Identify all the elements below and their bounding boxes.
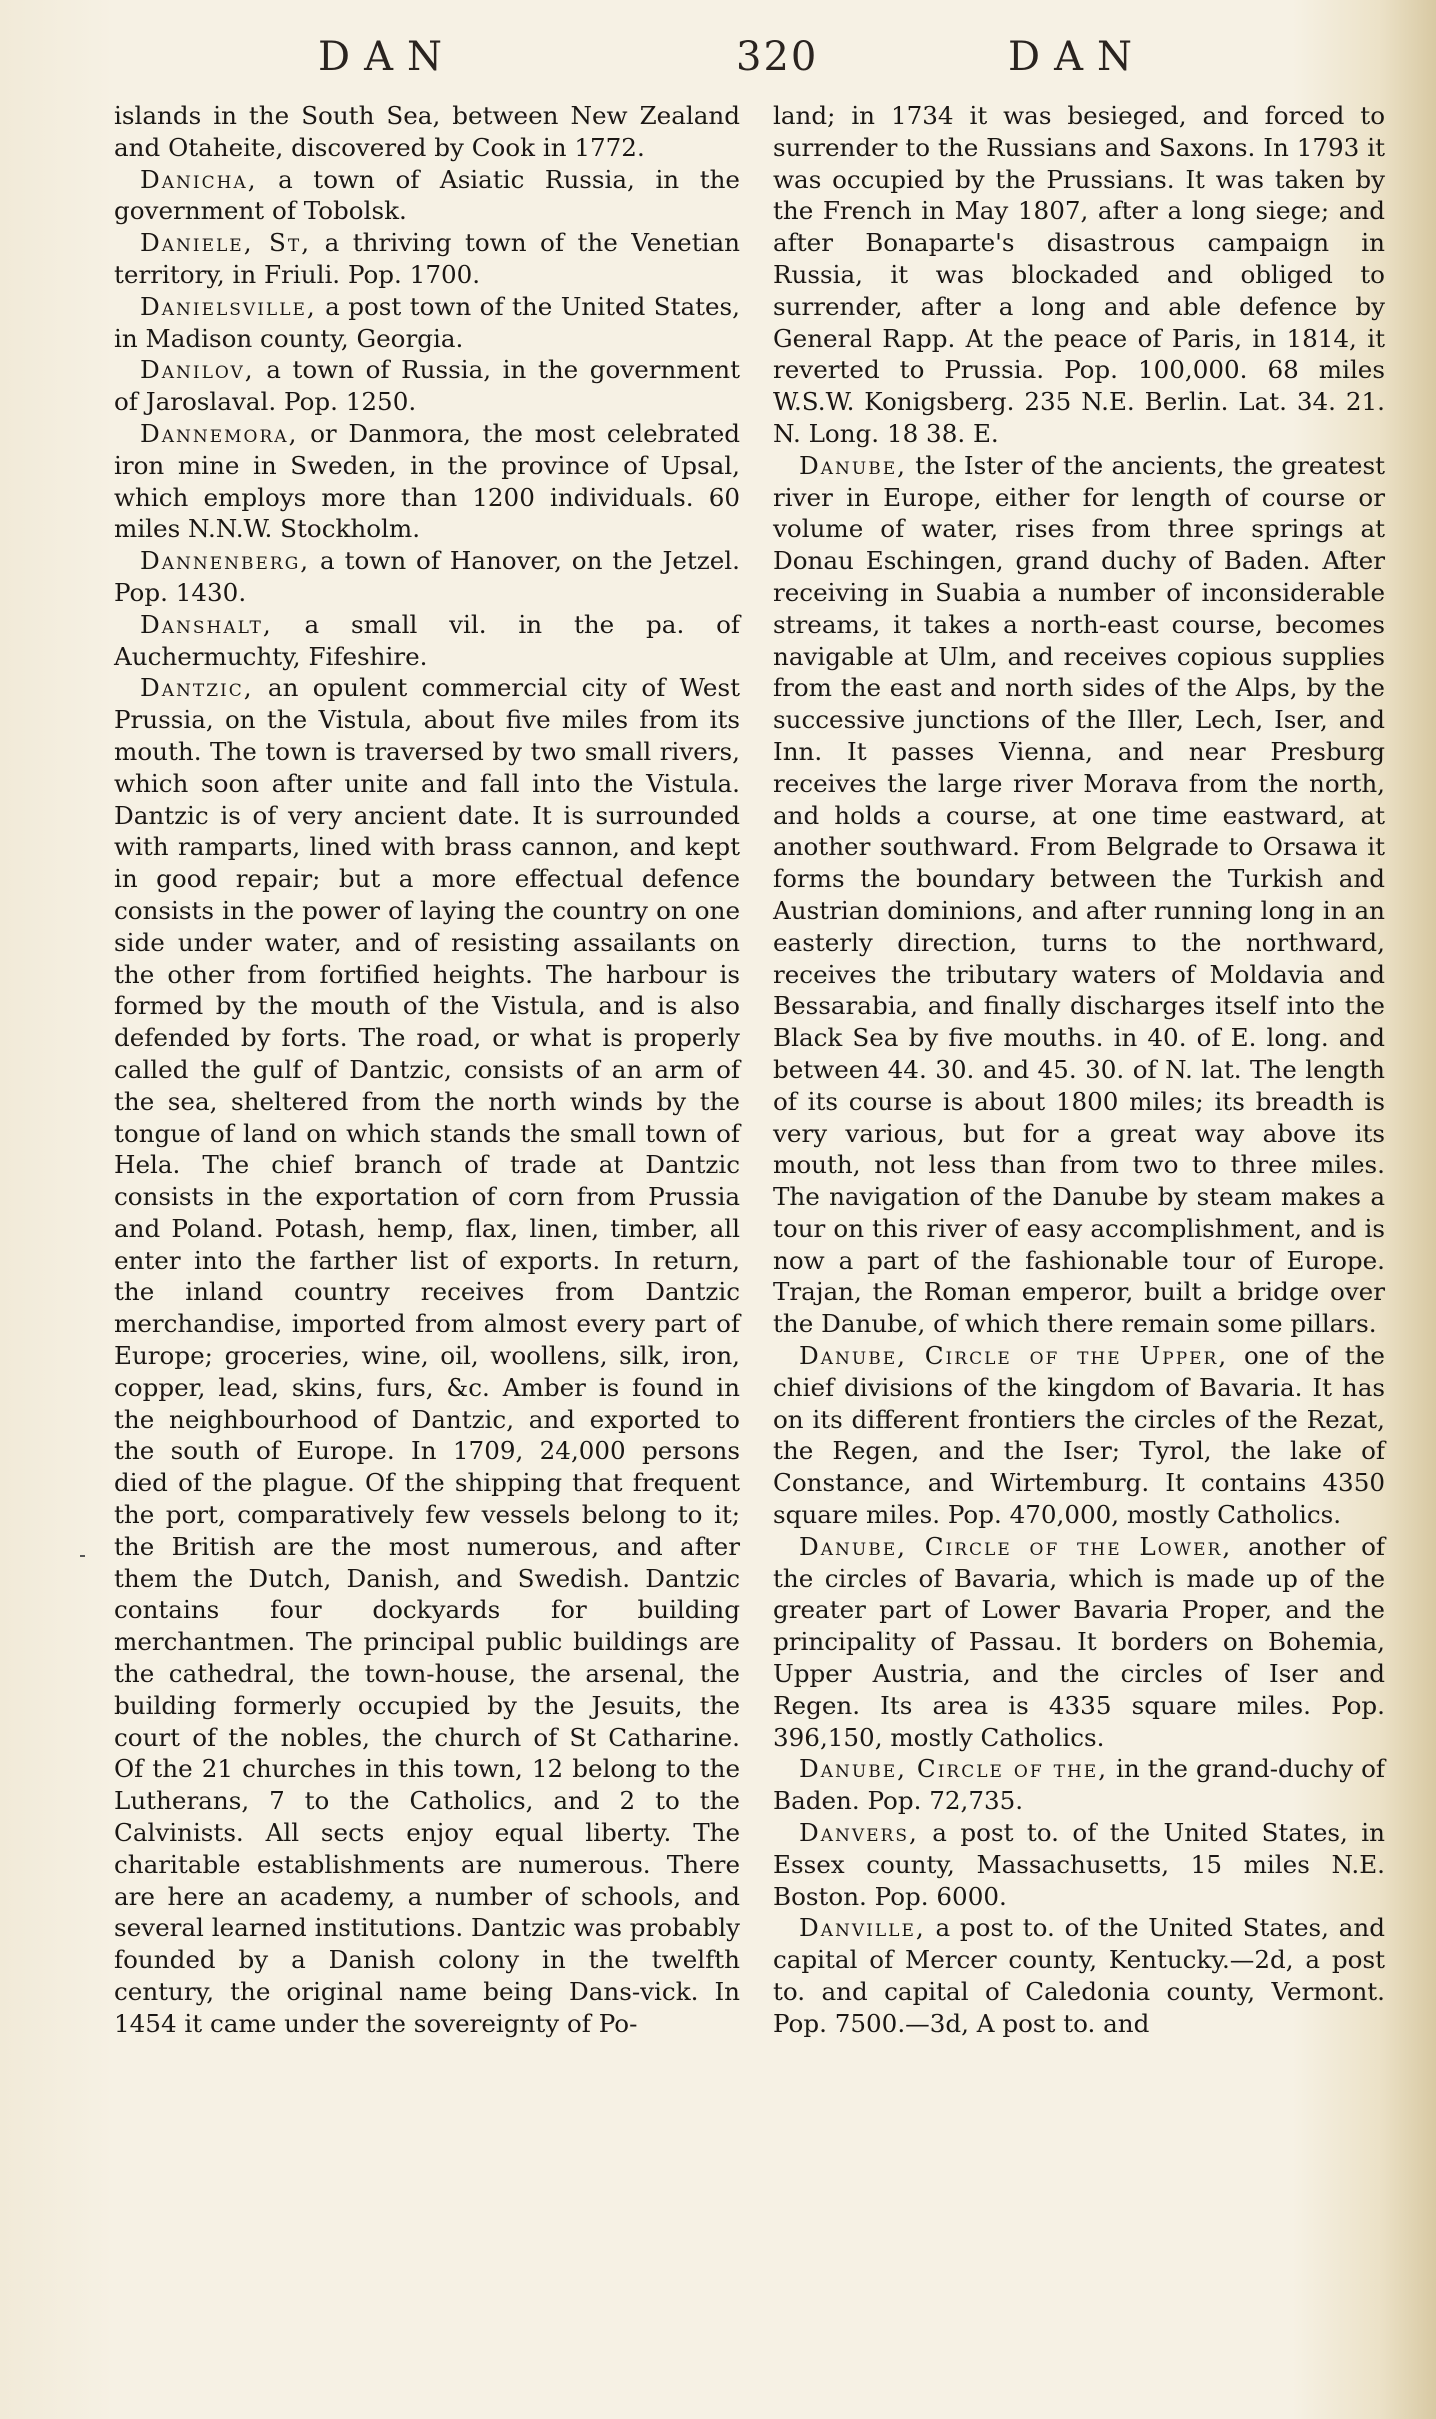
entry-text: a town of Russia, in the government of Jaroslaval. Pop. 1250. — [114, 355, 740, 417]
entry-danilov — [114, 354, 740, 418]
entry-text: a post to. of the United States, and capital of Mercer county, Kentucky.—2d, a post to. and capital of Caledonia county, Vermont. Pop. 7500.—3d, A post to. and — [773, 1913, 1385, 2038]
headword: Dantzic, — [140, 673, 254, 703]
headword: Danube, Circle of the Lower, — [799, 1531, 1233, 1561]
left-column — [114, 100, 740, 2040]
entry-text: a post town of the United States, in Madison county, Georgia. — [114, 291, 740, 353]
headword: Danville, — [799, 1913, 926, 1943]
headword: Danube, Circle of the Upper, — [799, 1341, 1229, 1371]
entry-dantzic — [114, 672, 740, 2039]
entry-text: a post to. of the United States, in Essex county, Massachusetts, 15 miles N.E. Boston. Pop. 6000. — [773, 1818, 1385, 1911]
headword: Danube, Circle of the, — [799, 1754, 1109, 1784]
entry-text: another of the circles of Bavaria, which is made up of the greater part of Lower Bavaria Proper, and the principality of Passau. It borders on Bohemia, Upper Austria, and the circles of Iser and Regen. Its area is 4335 square miles. Pop. 396,150, mostly Catholics. — [773, 1531, 1385, 1752]
running-header — [0, 34, 1436, 86]
entry-danicha — [114, 164, 740, 228]
entry-danube — [773, 450, 1385, 1340]
headword: Dannenberg, — [140, 546, 311, 576]
page-number: 320 — [736, 34, 819, 80]
entry-danube-baden — [773, 1753, 1385, 1817]
entry-continuation: land; in 1734 it was besieged, and forced to surrender to the Russians and Saxons. In 1793 it was occupied by the Prussians. It was taken by the French in May 1807, after a long siege; and after Bonaparte's disastrous campaign in Russia, it was blockaded and obliged to surrender, after a long and able defence by General Rapp. At the peace of Paris, in 1814, it reverted to Prussia. Pop. 100,000. 68 miles W.S.W. Konigsberg. 235 N.E. Berlin. Lat. 34. 21. N. Long. 18 38. E. — [773, 101, 1385, 448]
entry-text: a small vil. in the pa. of Auchermuchty, Fifeshire. — [114, 609, 740, 671]
entry-danville — [773, 1912, 1385, 2039]
entry-text: a town of Hanover, on the Jetzel. Pop. 1430. — [114, 546, 740, 607]
headword: Danicha, — [140, 164, 258, 194]
entry-dannenberg — [114, 545, 740, 609]
margin-mark — [80, 1555, 85, 1557]
entry-text: an opulent commercial city of West Prussia, on the Vistula, about five miles from its mouth. The town is traversed by two small rivers, which soon after unite and fall into the Vistula. Dantzic is of very ancient date. It is surrounded with ramparts, lined with brass cannon, and kept in good repair; but a more effectual defence consists in the power of laying the country on one side under water, and of resisting assailants on the other from fortified heights. The harbour is formed by the mouth of the Vistula, and is also defended by forts. The road, or what is properly called the gulf of Dantzic, consists of an arm of the sea, sheltered from the north winds by the tongue of land on which stands the small town of Hela. The chief branch of trade at Dantzic consists in the exportation of corn from Prussia and Poland. Potash, hemp, flax, linen, timber, all enter into the farther list of exports. In return, the inland country receives from Dantzic merchandise, imported from almost every part of Europe; groceries, wine, oil, woollens, silk, iron, copper, lead, skins, furs, &c. Amber is found in the neighbourhood of Dantzic, and exported to the south of Europe. In 1709, 24,000 persons died of the plague. Of the shipping that frequent the port, comparatively few vessels belong to it; the British are the most numerous, and after them the Dutch, Danish, and Swedish. Dantzic contains four dockyards for building merchantmen. The principal public buildings are the cathedral, the town-house, the arsenal, the building formerly occupied by the Jesuits, the court of the nobles, the church of St Catharine. Of the 21 churches in this town, 12 belong to the Lutherans, 7 to the Catholics, and 2 to the Calvinists. All sects enjoy equal liberty. The charitable establishments are numerous. There are here an academy, a number of schools, and several learned institutions. Dantzic was probably founded by a Danish colony in the twelfth century, the original name being Dans-vick. In 1454 it came under the sovereignty of Po- — [114, 673, 740, 2038]
entry-text: in the grand-duchy of Baden. Pop. 72,735. — [773, 1754, 1385, 1816]
headword: Danielsville, — [140, 291, 317, 321]
entry-text: a town of Asiatic Russia, in the government of Tobolsk. — [114, 164, 740, 226]
headword: Danvers, — [799, 1818, 919, 1848]
headword: Daniele, St, — [140, 228, 312, 258]
header-left-word: DAN — [318, 34, 456, 80]
header-right-word: DAN — [1008, 34, 1146, 80]
entry-text: a thriving town of the Venetian territory, in Friuli. Pop. 1700. — [114, 228, 740, 289]
entry-text: the Ister of the ancients, the greatest river in Europe, either for length of course or volume of water, rises from three springs at Donau Eschingen, grand duchy of Baden. After receiving in Suabia a number of inconsiderable streams, it takes a north-east course, becomes navigable at Ulm, and receives copious supplies from the east and north sides of the Alps, by the successive junctions of the Iller, Lech, Iser, and Inn. It passes Vienna, and near Presburg receives the large river Morava from the north, and holds a course, at one time eastward, at another southward. From Belgrade to Orsawa it forms the boundary between the Turkish and Austrian dominions, and after running long in an easterly direction, turns to the northward, receives the tributary waters of Moldavia and Bessarabia, and finally discharges itself into the Black Sea by five mouths. in 40. of E. long. and between 44. 30. and 45. 30. of N. lat. The length of its course is about 1800 miles; its breadth is very various, but for a great way above its mouth, not less than from two to three miles. The navigation of the Danube by steam makes a tour on this river of easy accomplishment, and is now a part of the fashionable tour of Europe. Trajan, the Roman emperor, built a bridge over the Danube, of which there remain some pillars. — [773, 450, 1385, 1339]
headword: Danshalt, — [140, 609, 273, 639]
entry-danielsville — [114, 291, 740, 355]
entry-text: one of the chief divisions of the kingdom of Bavaria. It has on its different frontiers the circles of the Rezat, the Regen, and the Iser; Tyrol, the lake of Constance, and Wirtemburg. It contains 4350 square miles. Pop. 470,000, mostly Catholics. — [773, 1341, 1385, 1530]
entry-danshalt — [114, 609, 740, 673]
right-column — [773, 100, 1385, 2040]
entry-danube-lower — [773, 1531, 1385, 1754]
entry-danvers — [773, 1817, 1385, 1912]
entry-danube-upper — [773, 1340, 1385, 1531]
headword: Danube, — [799, 450, 907, 480]
entry-continuation: islands in the South Sea, between New Zealand and Otaheite, discovered by Cook in 1772. — [114, 101, 740, 162]
headword: Danilov, — [140, 355, 255, 385]
entry-daniele — [114, 227, 740, 291]
entry-text: or Danmora, the most celebrated iron mine in Sweden, in the province of Upsal, which employs more than 1200 individuals. 60 miles N.N.W. Stockholm. — [114, 418, 740, 544]
entry-dannemora — [114, 418, 740, 545]
headword: Dannemora, — [140, 418, 299, 448]
